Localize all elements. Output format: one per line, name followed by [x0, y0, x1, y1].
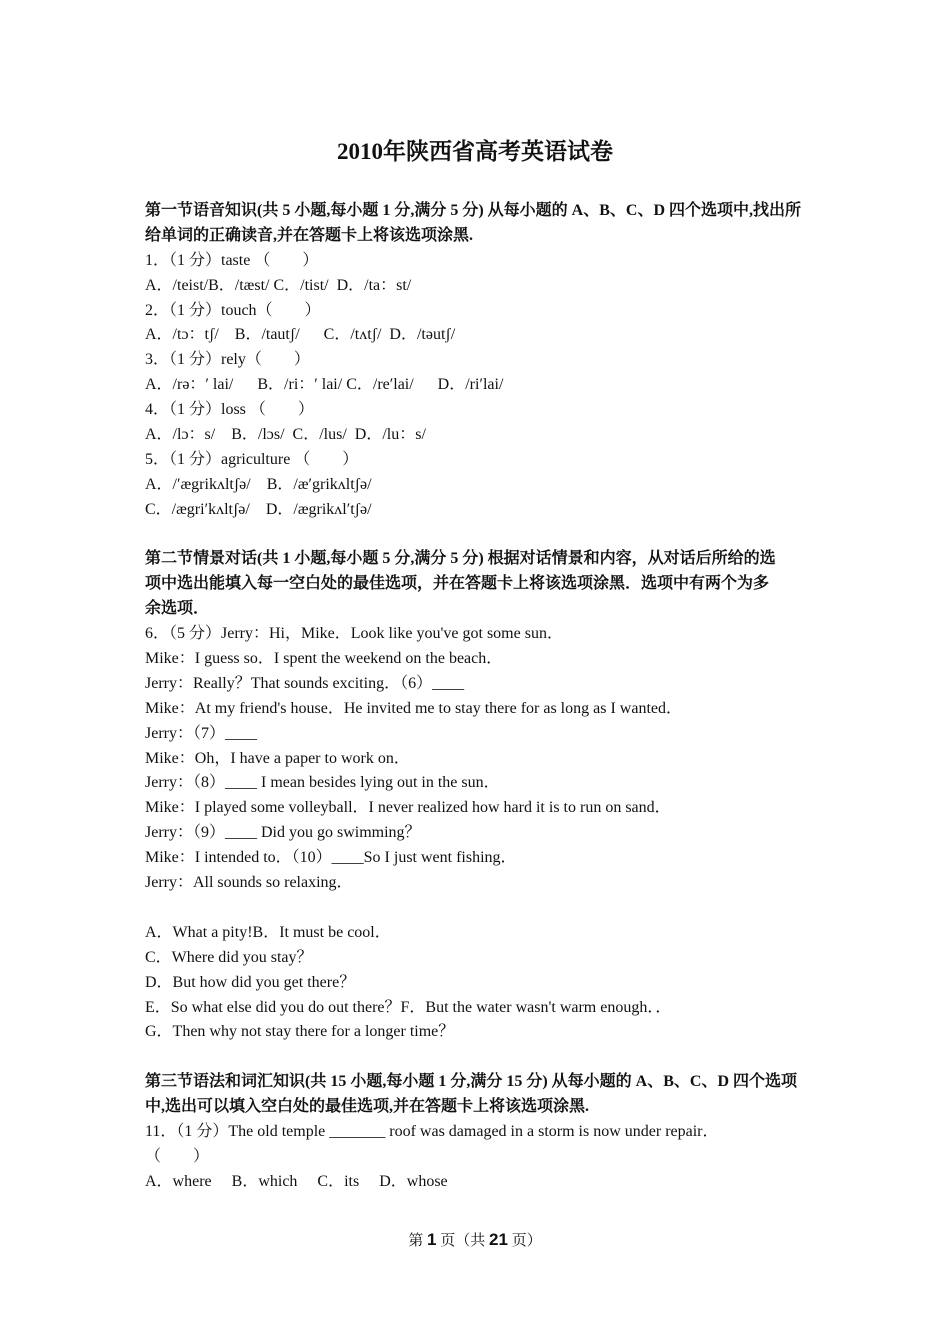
section-heading-line: 中,选出可以填入空白处的最佳选项,并在答题卡上将该选项涂黑. — [145, 1098, 590, 1116]
text-line: Jerry：Really？That sounds exciting．（6）____ — [145, 674, 465, 692]
text-line: Jerry：（7）____ — [145, 724, 257, 742]
blank-line — [145, 896, 810, 921]
text-line: A．where B．which C．its D．whose — [145, 1172, 448, 1190]
section-heading-line: 项中选出能填入每一空白处的最佳选项，并在答题卡上将该选项涂黑．选项中有两个为多 — [145, 575, 770, 593]
text-line: 1．（1 分）taste （ ） — [145, 251, 319, 269]
document-title: 2010年陕西省高考英语试卷 — [337, 139, 613, 164]
text-line: C．Where did you stay？ — [145, 948, 313, 966]
text-line: 11．（1 分）The old temple _______ roof was damaged in a storm is now under repair． — [145, 1122, 719, 1140]
text-line: A．/tɔ：tʃ/ B．/tautʃ/ C．/tʌtʃ/ D．/təutʃ/ — [145, 326, 456, 344]
text-line: A．/lɔ：s/ B．/lɔs/ C．/lus/ D．/lu：s/ — [145, 426, 426, 444]
text-line: 3．（1 分）rely（ ） — [145, 351, 310, 369]
text-line: Jerry：（8）____ I mean besides lying out in the sun． — [145, 774, 500, 792]
text-line: 5．（1 分）agriculture （ ） — [145, 450, 359, 468]
footer-mid: 页（共 — [436, 1233, 490, 1249]
footer-suffix: 页） — [507, 1233, 542, 1249]
text-line: A．What a pity!B．It must be cool． — [145, 923, 391, 941]
text-line: A．/rə：′ lai/ B．/ri：′ lai/ C．/re′lai/ D．/ri′lai/ — [145, 376, 504, 394]
text-line: Jerry：（9）____ Did you go swimming？ — [145, 824, 421, 842]
text-line: Mike：I guess so．I spent the weekend on the beach． — [145, 650, 503, 668]
text-line: Mike：At my friend's house．He invited me to stay there for as long as I wanted． — [145, 699, 682, 717]
page-footer — [0, 1229, 950, 1250]
current-page: 1 — [427, 1230, 437, 1249]
document-body — [145, 199, 810, 1195]
section-heading-line: 第三节语法和词汇知识(共 15 小题,每小题 1 分,满分 15 分) 从每小题的 A、B、C、D 四个选项 — [145, 1073, 797, 1091]
text-line: E．So what else did you do out there？F．But the water wasn't warm enough．． — [145, 998, 672, 1016]
text-line: Mike：I intended to．（10）____So I just went fishing． — [145, 849, 517, 867]
total-pages: 21 — [489, 1230, 508, 1249]
text-line: A．/′ægrikʌltʃə/ B．/æ′grikʌltʃə/ — [145, 475, 372, 493]
section-heading-line: 给单词的正确读音,并在答题卡上将该选项涂黑. — [145, 226, 474, 244]
text-line: C．/ægri′kʌltʃə/ D．/ægrikʌl′tʃə/ — [145, 500, 372, 518]
footer-prefix: 第 — [408, 1233, 428, 1249]
text-line: A．/teist/B．/tæst/ C．/tist/ D．/ta：st/ — [145, 276, 412, 294]
text-line: 4．（1 分）loss （ ） — [145, 401, 314, 419]
text-line: Mike：Oh，I have a paper to work on． — [145, 749, 410, 767]
text-line: 2．（1 分）touch（ ） — [145, 301, 321, 319]
text-line: Jerry：All sounds so relaxing． — [145, 874, 353, 892]
text-line: （ ） — [145, 1147, 210, 1165]
section-heading-line: 第一节语音知识(共 5 小题,每小题 1 分,满分 5 分) 从每小题的 A、B、C、D 四个选项中,找出所 — [145, 202, 801, 219]
section-heading-line: 第二节情景对话(共 1 小题,每小题 5 分,满分 5 分) 根据对话情景和内容，从对话后所给的选 — [145, 550, 776, 568]
text-line: 6．（5 分）Jerry：Hi，Mike．Look like you've got some sun． — [145, 625, 563, 643]
blank-line — [145, 1045, 810, 1070]
section-heading-line: 余选项． — [145, 600, 210, 618]
text-line: D．But how did you get there？ — [145, 973, 356, 991]
blank-line — [145, 523, 810, 548]
text-line: G．Then why not stay there for a longer time？ — [145, 1023, 455, 1041]
text-line: Mike：I played some volleyball．I never realized how hard it is to run on sand． — [145, 799, 671, 817]
